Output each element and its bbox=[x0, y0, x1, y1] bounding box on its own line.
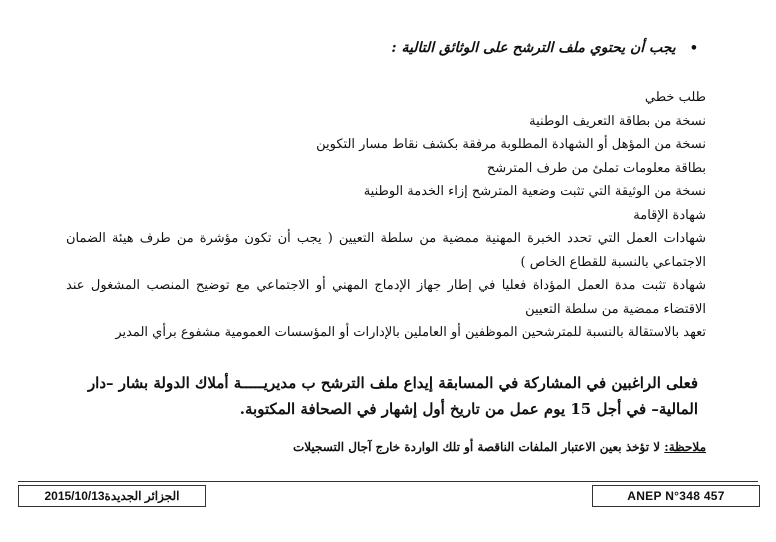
required-documents-list bbox=[66, 86, 706, 345]
submission-notice: فعلى الراغبين في المشاركة في المسابقة إيداع ملف الترشح ب مديريـــــة أملاك الدولة بشار –دار المالية– في أجل 15 يوم عمل من تاريخ أول إشهار في الصحافة المكتوبة. bbox=[87, 374, 698, 418]
document-item: تعهد بالاستقالة بالنسبة للمترشحين الموظفين أو العاملين بالإدارات أو المؤسسات العمومية مشفوع برأي المدير bbox=[115, 325, 706, 340]
remark bbox=[66, 440, 706, 454]
heading-text: يجب أن يحتوي ملف الترشح على الوثائق التالية : bbox=[391, 40, 676, 56]
document-item: نسخة من المؤهل أو الشهادة المطلوبة مرفقة بكشف نقاط مسار التكوين bbox=[316, 137, 706, 152]
footer-divider bbox=[18, 481, 758, 482]
documents-heading bbox=[78, 40, 698, 56]
document-item: طلب خطي bbox=[644, 90, 706, 105]
document-item: نسخة من بطاقة التعريف الوطنية bbox=[529, 113, 706, 129]
document-item: بطاقة معلومات تملئ من طرف المترشح bbox=[486, 160, 706, 176]
document-item: شهادة الإقامة bbox=[633, 207, 706, 223]
bullet-icon: • bbox=[689, 41, 698, 56]
anep-reference-box: ANEP N°348 457 bbox=[592, 485, 760, 507]
document-item: شهادات العمل التي تحدد الخبرة المهنية ممضية من سلطة التعيين ( يجب أن تكون مؤشرة من طرف هيئة الضمان الاجتماعي بالنسبة للقطاع الخاص ) bbox=[66, 231, 706, 270]
document-item: شهادة تثبت مدة العمل المؤداة فعليا في إطار جهاز الإدماج المهني أو الاجتماعي مع توضيح المنصب المشغول عند الاقتضاء ممضية من سلطة التعيين bbox=[66, 278, 706, 317]
remark-label: ملاحظة: bbox=[664, 440, 706, 454]
remark-text: لا تؤخذ بعين الاعتبار الملفات الناقصة أو تلك الواردة خارج آجال التسجيلات bbox=[292, 440, 665, 454]
document-item: نسخة من الوثيقة التي تثبت وضعية المترشح إزاء الخدمة الوطنية bbox=[363, 184, 706, 199]
newspaper-date-box: الجزائر الجديدة2015/10/13 bbox=[18, 485, 206, 507]
